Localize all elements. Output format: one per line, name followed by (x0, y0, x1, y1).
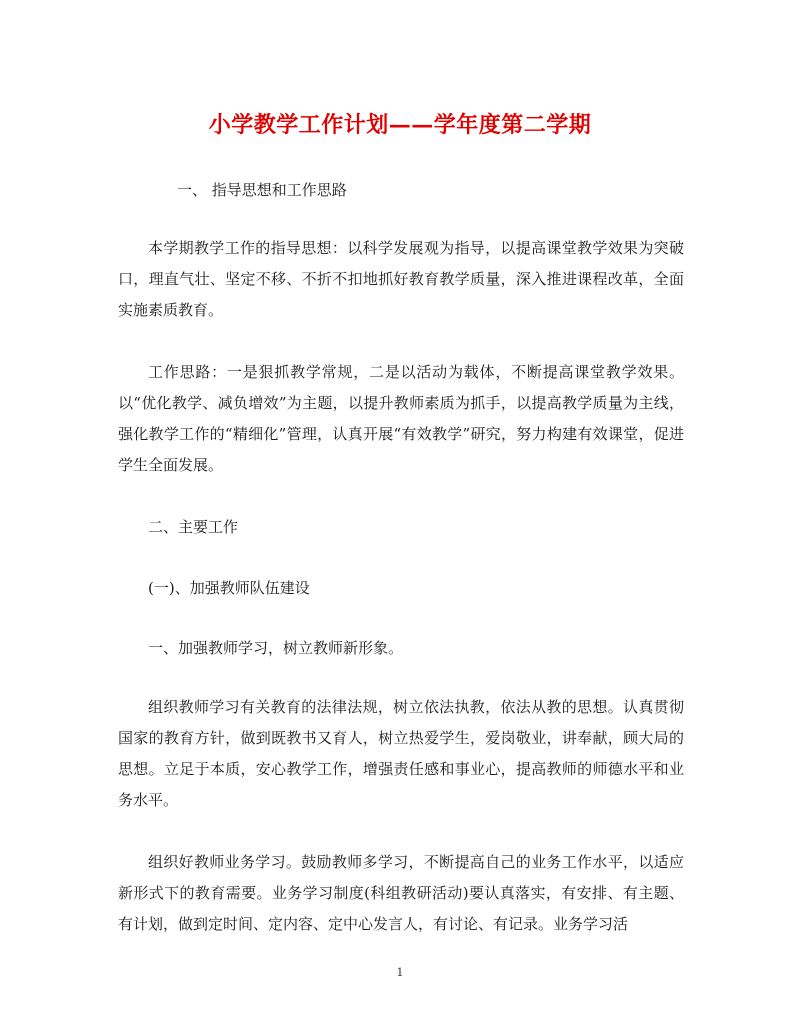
paragraph-work-approach: 工作思路：一是狠抓教学常规，二是以活动为载体，不断提高课堂教学效果。以“优化教学、减负增效”为主题，以提升教师素质为抓手，以提高教学质量为主线，强化教学工作的“精细化”管理，认真开展“有效教学”研究，努力构建有效课堂，促进学生全面发展。 (118, 363, 684, 474)
paragraph-guiding-ideas: 本学期教学工作的指导思想：以科学发展观为指导，以提高课堂教学效果为突破口，理直气壮、坚定不移、不折不扣地抓好教育教学质量，深入推进课程改革，全面实施素质教育。 (118, 239, 684, 319)
page-number: 1 (396, 966, 404, 979)
subsection-heading-teacher-team: (一)、加强教师队伍建设 (148, 579, 310, 597)
section-heading-main-work: 二、主要工作 (148, 518, 239, 536)
paragraph-teacher-professional-study: 组织好教师业务学习。鼓励教师多学习，不断提高自己的业务工作水平，以适应新形式下的教育需要。业务学习制度(科组教研活动)要认真落实，有安排、有主题、有计划，做到定时间、定内容、定中心发言人，有讨论、有记录。业务学习活 (118, 853, 684, 933)
document-title: 小学教学工作计划——学年度第二学期 (208, 112, 592, 138)
paragraph-teacher-study-laws: 组织教师学习有关教育的法律法规，树立依法执教，依法从教的思想。认真贯彻国家的教育方针，做到既教书又育人，树立热爱学生，爱岗敬业，讲奉献，顾大局的思想。立足于本质，安心教学工作，增强责任感和事业心，提高教师的师德水平和业务水平。 (118, 698, 684, 809)
subsection-heading-teacher-learning: 一、加强教师学习，树立教师新形象。 (148, 639, 404, 657)
section-heading-guiding-ideas: 一、 指导思想和工作思路 (177, 181, 347, 199)
